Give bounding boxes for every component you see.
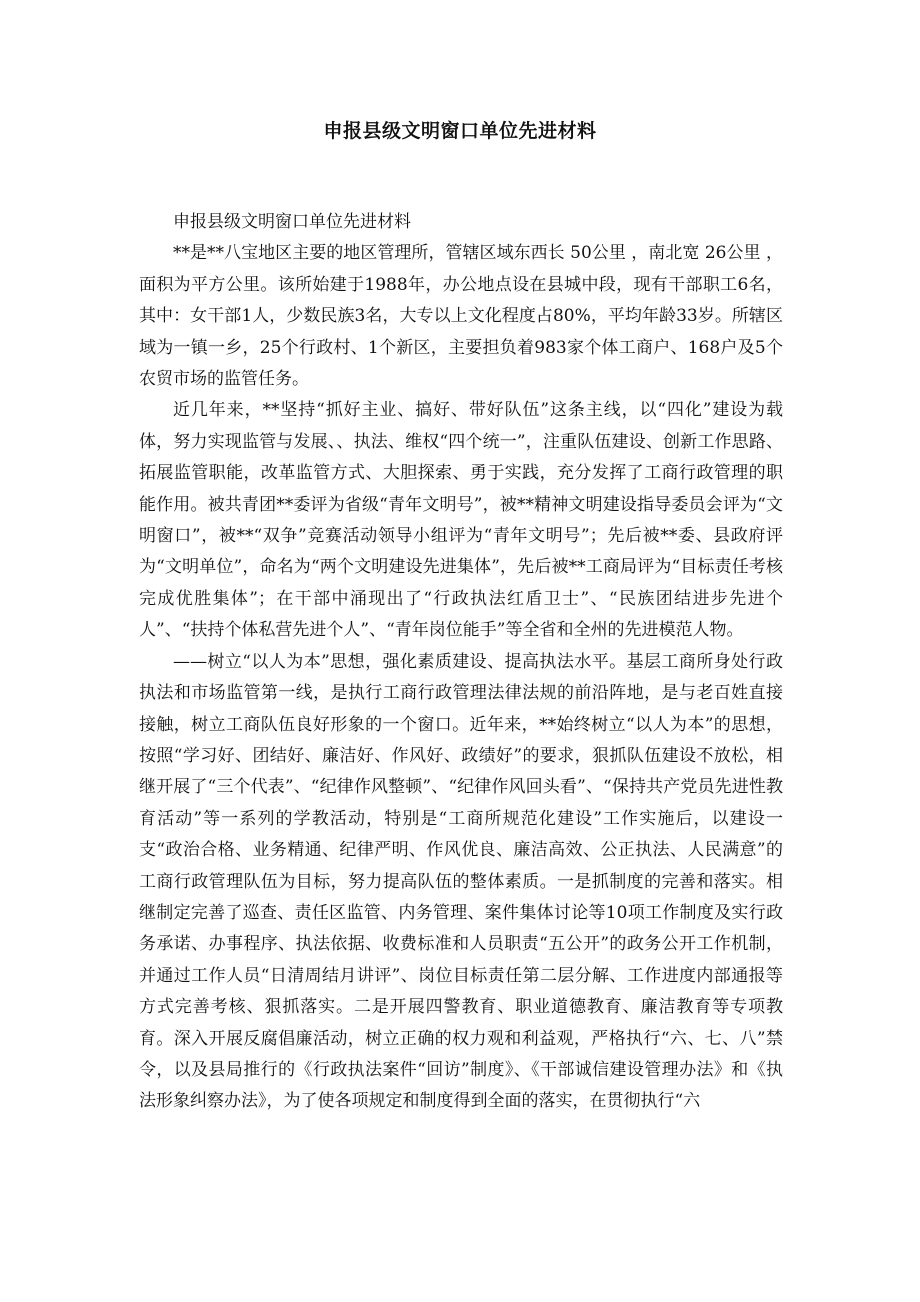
document-subtitle: 申报县级文明窗口单位先进材料 [173, 212, 411, 232]
paragraph: ——树立“以人为本”思想，强化素质建设、提高执法水平。基层工商所身处行政执法和市场监管第一线，是执行工商行政管理法律法规的前沿阵地，是与老百姓直接接触，树立工商队伍良好形象的一个窗口。近年来，**始终树立“以人为本”的思想，按照“学习好、团结好、廉洁好、作风好、政绩好”的要求，狠抓队伍建设不放松，相继开展了“三个代表”、“纪律作风整顿”、“纪律作风回头看”、“保持共产党员先进性教育活动”等一系列的学教活动，特别是“工商所规范化建设”工作实施后，以建设一支“政治合格、业务精通、纪律严明、作风优良、廉洁高效、公正执法、人民满意”的工商行政管理队伍为目标，努力提高队伍的整体素质。一是抓制度的完善和落实。相继制定完善了巡查、责任区监管、内务管理、案件集体讨论等10项工作制度及实行政务承诺、办事程序、执法依据、收费标准和人员职责“五公开”的政务公开工作机制，并通过工作人员“日清周结月讲评”、岗位目标责任第二层分解、工作进度内部通报等方式完善考核、狠抓落实。二是开展四警教育、职业道德教育、廉洁教育等专项教育。深入开展反腐倡廉活动，树立正确的权力观和利益观，严格执行“六、七、八”禁令，以及县局推行的《行政执法案件“回访”制度》、《干部诚信建设管理办法》和《执法形象纠察办法》，为了使各项规定和制度得到全面的落实，在贯彻执行“六 [139, 651, 783, 1112]
document-title: 申报县级文明窗口单位先进材料 [323, 120, 597, 142]
paragraph: **是**八宝地区主要的地区管理所，管辖区域东西长 50公里 ，南北宽 26公里 ，面积为平方公里。该所始建于1988年，办公地点设在县城中段，现有干部职工6名，其中：女干部1人，少数民族3名，大专以上文化程度占80%，平均年龄33岁。所辖区域为一镇一乡，25个行政村、1个新区，主要担负着983家个体工商户、168户及5个农贸市场的监管任务。 [139, 243, 783, 390]
document-body [139, 207, 783, 1118]
paragraph: 近几年来，**坚持“抓好主业、搞好、带好队伍”这条主线，以“四化”建设为载体，努力实现监管与发展、、执法、维权“四个统一”，注重队伍建设、创新工作思路、拓展监管职能，改革监管方式、大胆探索、勇于实践，充分发挥了工商行政管理的职能作用。被共青团**委评为省级“青年文明号”，被**精神文明建设指导委员会评为“文明窗口”，被**“双争”竞赛活动领导小组评为“青年文明号”；先后被**委、县政府评为“文明单位”，命名为“两个文明建设先进集体”，先后被**工商局评为“目标责任考核完成优胜集体”；在干部中涌现出了“行政执法红盾卫士”、“民族团结进步先进个人”、“扶持个体私营先进个人”、“青年岗位能手”等全省和全州的先进模范人物。 [139, 400, 783, 641]
